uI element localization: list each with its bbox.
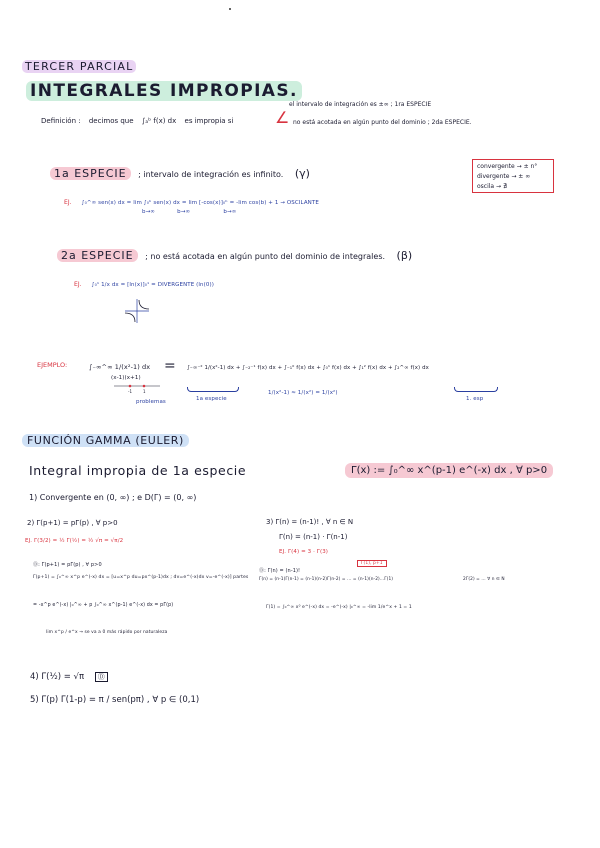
gamma-p2-ej: EJ. Γ(3/2) = ½ Γ(½) = ½ √π = √π/2 [25, 538, 124, 544]
gamma-p4-box: Ⓓ [95, 672, 108, 682]
problem-numberline [112, 381, 162, 395]
especie1-label: 1a ESPECIE [50, 167, 131, 180]
ejemplo-integral: ∫₋∞^∞ 1/(x²-1) dx [89, 363, 151, 371]
gamma-p3-a: Γ(n) = (n-1) · Γ(n-1) [279, 533, 348, 541]
branch1-text: el intervalo de integración es ±∞ ; 1ra ESPECIE [289, 101, 432, 108]
approx-label: 1/(x²-1) ≈ 1/(x²) = 1/(x²) [268, 390, 338, 396]
dot-mark [229, 8, 231, 10]
definicion-text2: es impropia si [184, 117, 234, 125]
convergence-line3: oscila → ∄ [477, 183, 507, 190]
branch2-text: no está acotada en algún punto del dominio ; 2da ESPECIE. [293, 119, 472, 126]
gamma-p3-ej: EJ. Γ(4) = 3 · Γ(3) [279, 549, 329, 555]
especie2-desc: ; no está acotada en algún punto del dominio de integrales. [145, 252, 386, 261]
gamma-p2-dem: Ⓓ: Γ(p+1) = pΓ(p) , ∀ p>0 [33, 562, 102, 568]
definicion-text1: decimos que [88, 117, 134, 125]
hyperbola-sketch [124, 298, 150, 324]
especie1-example [64, 199, 319, 206]
especie1-ej-label: EJ. [64, 199, 72, 206]
bracket-1esp-right [454, 387, 498, 392]
ejemplo-label: EJEMPLO: [37, 361, 68, 369]
especie2-ej-text: ∫₀¹ 1/x dx = [ln(x)]₀¹ = DIVERGENTE (ln(0)) [91, 282, 214, 288]
gamma-p3-right: 2Γ(2) = ... ∀ n ∈ N [463, 577, 505, 582]
gamma-p2-proof2: = -x^p e^(-x) |₀^∞ + p ∫₀^∞ x^(p-1) e^(-x) dx = pΓ(p) [33, 603, 174, 608]
convergence-box [472, 159, 554, 193]
especie2-example [74, 281, 214, 288]
convergence-line1: convergente → ± n° [477, 163, 538, 170]
especie2-symbol: (β) [396, 249, 413, 262]
one-esp-right: 1. esp [466, 396, 484, 402]
gamma-p3-proof2: Γ(1) = ∫₀^∞ x⁰ e^(-x) dx = -e^(-x) |₀^∞ = -lim 1/e^x + 1 = 1 [266, 605, 412, 610]
especie2-label: 2a ESPECIE [57, 249, 138, 262]
convergence-line2: divergente → ± ∞ [477, 173, 531, 180]
bracket-1a-especie [187, 387, 239, 392]
page-title [26, 81, 302, 101]
especie2-heading [57, 249, 412, 262]
gamma-p2: 2) Γ(p+1) = pΓ(p) , ∀ p>0 [27, 519, 118, 527]
gamma-p1: 1) Convergente en (0, ∞) ; e D(Γ) = (0, ∞) [29, 493, 197, 502]
gamma-p4 [30, 672, 108, 682]
especie1-ej-sub: b→∞ b→∞ b→∞ [142, 209, 237, 215]
gamma-section-title [22, 434, 189, 447]
gamma-subtitle: Integral impropia de 1a especie [29, 463, 247, 478]
especie2-ej-label: EJ. [74, 281, 82, 288]
gamma-p2-proof1: Γ(p+1) = ∫₀^∞ x^p e^(-x) dx = [u=x^p du=px^(p-1)dx ; dv=e^(-x)dx v=-e^(-x)] partes [33, 575, 249, 580]
problemas-label: problemas [136, 399, 166, 405]
especie1-desc: ; intervalo de integración es infinito. [138, 170, 284, 179]
ejemplo-equals: = [164, 358, 176, 374]
bracket-mark: ∠ [275, 108, 290, 127]
gamma-p4-text: 4) Γ(½) = √π [30, 672, 85, 682]
gamma-p3-dem: Ⓓ: Γ(n) = (n-1)! [259, 568, 301, 574]
gamma-p3: 3) Γ(n) = (n-1)! , ∀ n ∈ N [266, 518, 354, 526]
svg-text:1: 1 [143, 389, 146, 394]
gamma-formula-text: Γ(x) := ∫₀^∞ x^(p-1) e^(-x) dx , ∀ p>0 [345, 463, 553, 478]
one-especie-label: 1a especie [196, 396, 227, 402]
definicion-branch2 [293, 119, 472, 126]
definicion-branch1 [289, 101, 431, 108]
tercer-parcial-label: TERCER PARCIAL [22, 60, 136, 73]
gamma-p2-proof3: lim x^p / e^x → se va a 0 más rápido por naturaleza [46, 630, 168, 635]
gamma-formula [345, 465, 553, 476]
especie1-symbol: (γ) [294, 167, 310, 180]
gamma-title-label: FUNCIÓN GAMMA (EULER) [22, 434, 189, 447]
definicion-row [41, 117, 233, 125]
definicion-label: Definición : [41, 117, 81, 125]
especie1-ej-text: ∫₀^∞ sen(x) dx = lim ∫₀ᵇ sen(x) dx = lim [-cos(x)]₀ᵇ = -lim cos(b) + 1 → OSCILANTE [81, 200, 319, 206]
gamma-p3-proof: Γ(n) = (n-1)Γ(n-1) = (n-1)(n-2)Γ(n-2) = ... = (n-1)(n-2)...Γ(1) [259, 577, 394, 582]
title-label: INTEGRALES IMPROPIAS. [26, 81, 302, 101]
definicion-integral: ∫ₐᵇ f(x) dx [141, 117, 177, 125]
especie1-heading [50, 167, 310, 180]
svg-text:-1: -1 [128, 389, 132, 394]
tercer-parcial-heading [22, 60, 136, 73]
gamma-p5: 5) Γ(p) Γ(1-p) = π / sen(pπ) , ∀ p ∈ (0,1) [30, 695, 200, 705]
ejemplo-sum: ∫₋∞⁻² 1/(x²-1) dx + ∫₋₂⁻¹ f(x) dx + ∫₋₁⁰ f(x) dx + ∫₀¹ f(x) dx + ∫₁² f(x) dx + ∫₂^∞ f(x) dx [187, 365, 429, 371]
gamma-p3-red: Γ(1), p+1 [357, 560, 387, 567]
ejemplo-factor: (x-1)(x+1) [111, 375, 141, 381]
